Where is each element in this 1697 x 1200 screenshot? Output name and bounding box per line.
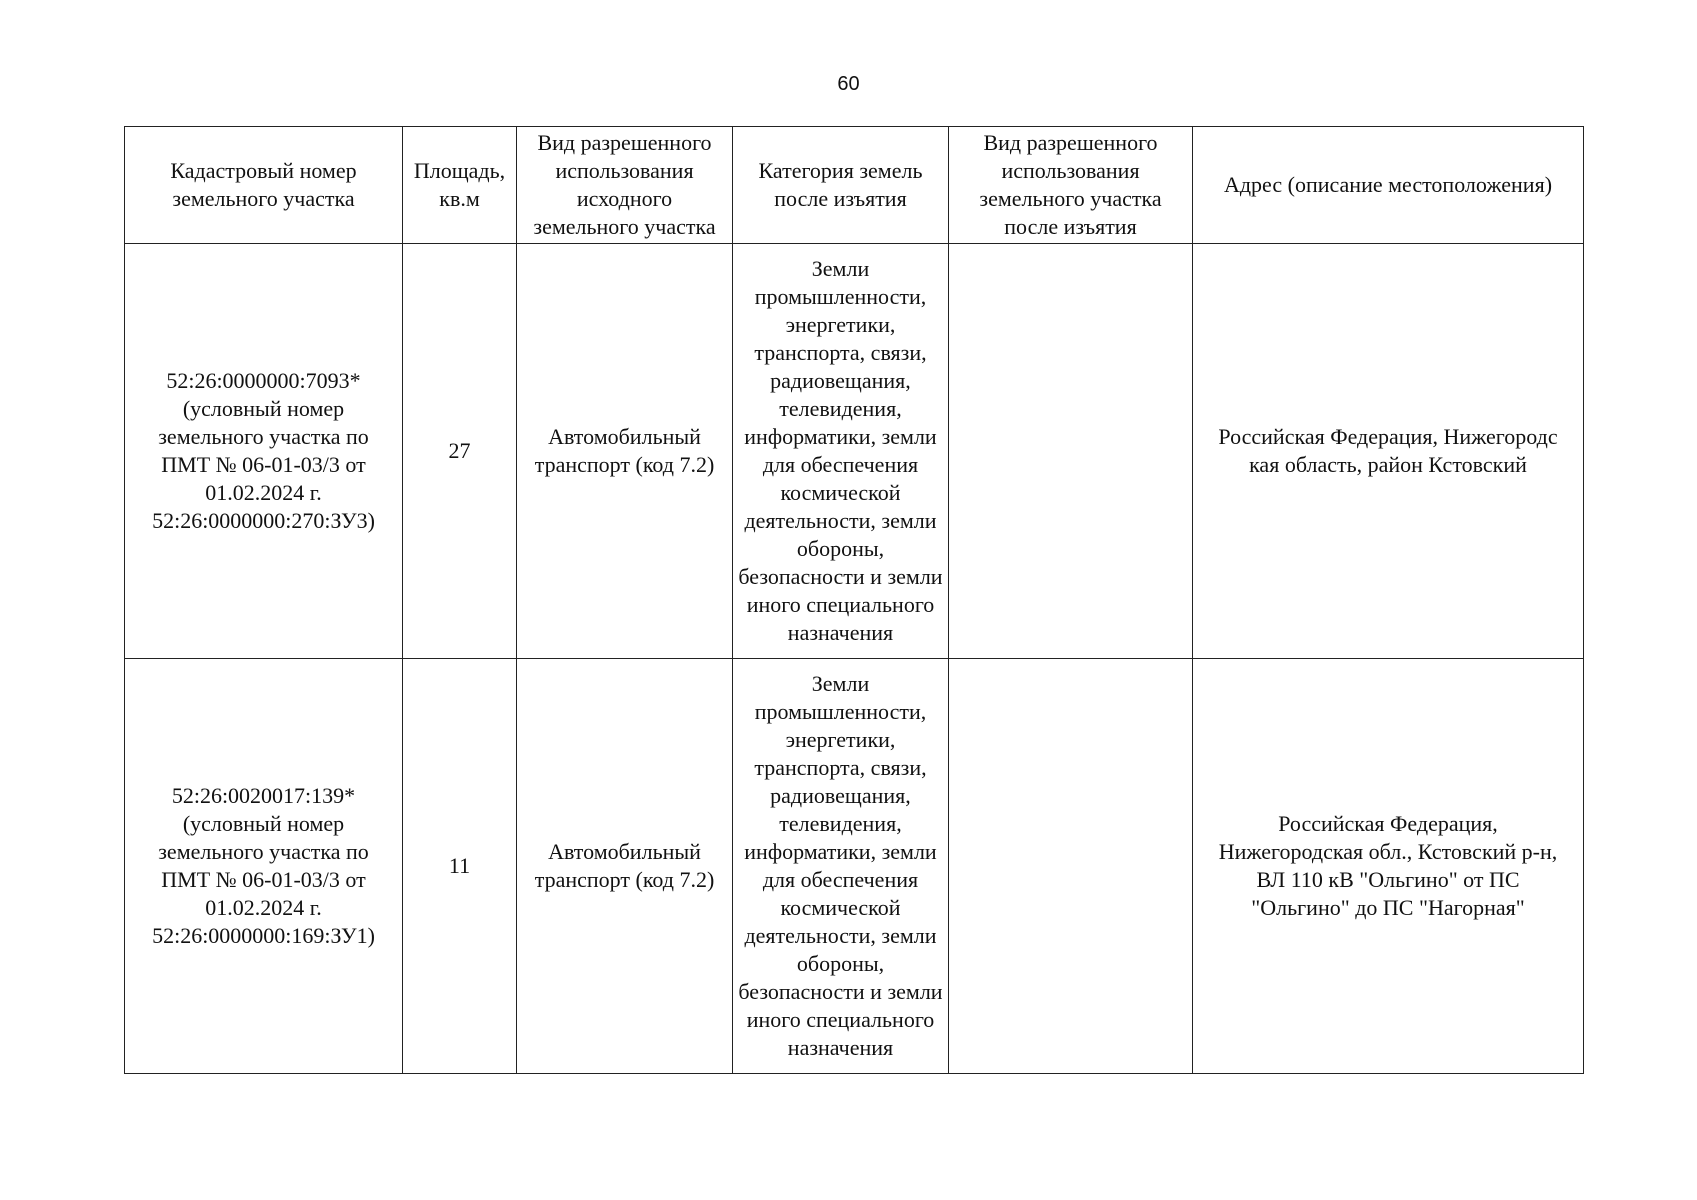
cell-use-after-seizure [949,244,1193,659]
cell-address: Российская Федерация, Нижегородская обл., Кстовский р-н, ВЛ 110 кВ "Ольгино" от ПС "Ольгино" до ПС "Нагорная" [1193,659,1584,1074]
header-address: Адрес (описание местоположения) [1193,127,1584,244]
cell-area: 11 [403,659,517,1074]
cell-original-use: Автомобильный транспорт (код 7.2) [517,659,733,1074]
header-area: Площадь, кв.м [403,127,517,244]
header-original-use: Вид разрешенного использования исходного земельного участка [517,127,733,244]
land-plot-table [124,126,1584,1074]
cell-cadastral-number: 52:26:0020017:139* (условный номер земельного участка по ПМТ № 06-01-03/3 от 01.02.2024 г. 52:26:0000000:169:ЗУ1) [125,659,403,1074]
cell-original-use: Автомобильный транспорт (код 7.2) [517,244,733,659]
cell-area: 27 [403,244,517,659]
cell-address: Российская Федерация, Нижегородс кая область, район Кстовский [1193,244,1584,659]
header-use-after-seizure: Вид разрешенного использования земельного участка после изъятия [949,127,1193,244]
cell-land-category: Земли промышленности, энергетики, транспорта, связи, радиовещания, телевидения, информатики, земли для обеспечения космической деятельности, земли обороны, безопасности и земли иного специального назначения [733,244,949,659]
header-cadastral-number: Кадастровый номер земельного участка [125,127,403,244]
table-row [125,244,1584,659]
table-header-row [125,127,1584,244]
page-number: 60 [837,73,860,95]
table-row [125,659,1584,1074]
cell-land-category: Земли промышленности, энергетики, транспорта, связи, радиовещания, телевидения, информатики, земли для обеспечения космической деятельности, земли обороны, безопасности и земли иного специального назначения [733,659,949,1074]
cell-use-after-seizure [949,659,1193,1074]
cell-cadastral-number: 52:26:0000000:7093* (условный номер земельного участка по ПМТ № 06-01-03/3 от 01.02.2024 г. 52:26:0000000:270:ЗУ3) [125,244,403,659]
header-land-category: Категория земель после изъятия [733,127,949,244]
